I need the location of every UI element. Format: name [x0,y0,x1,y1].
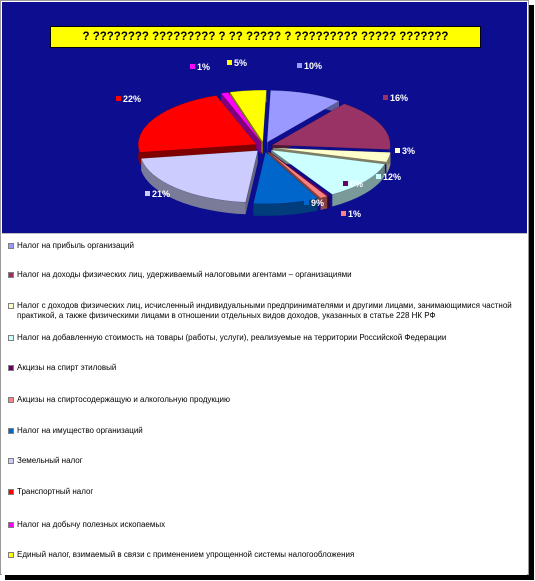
data-label: 21% [152,189,171,199]
legend-swatch [8,397,14,403]
data-label: 9% [311,198,325,208]
data-label: 5% [234,58,248,68]
legend-swatch [8,489,14,495]
legend [2,233,527,575]
legend-label: Налог на добычу полезных ископаемых [17,520,166,529]
data-label-marker [395,148,400,153]
legend-label: Налог на имущество организаций [17,426,143,435]
legend-label: Налог на добавленную стоимость на товары (работы, услуги), реализуемые на территории Российской Федерации [17,333,447,342]
legend-swatch [8,428,14,434]
legend-label: Земельный налог [17,456,83,465]
data-label: 12% [383,172,402,182]
legend-swatch [8,365,14,371]
legend-label: Налог на прибыль организаций [17,241,134,250]
data-label: 22% [123,94,142,104]
data-label-marker [190,64,195,69]
chart-title: ? ???????? ????????? ? ?? ????? ? ????????? ????? ??????? [50,26,481,48]
legend-swatch [8,458,14,464]
data-label-marker [376,174,381,179]
legend-label: Налог с доходов физических лиц, исчисленный индивидуальными предпринимателями и другими лицами, занимающимися частной практикой, а также физическими лицами в отношении отдельных видов доходов, указанных в статье 228 НК РФ [17,301,512,320]
data-label: 16% [390,93,409,103]
data-label-marker [304,200,309,205]
legend-swatch [8,522,14,528]
pie-chart [2,2,527,233]
data-label-marker [145,191,150,196]
legend-label: Акцизы на спирт этиловый [17,363,117,372]
data-label-marker [343,181,348,186]
legend-swatch [8,303,14,309]
legend-label: Транспортный налог [17,487,94,496]
legend-swatch [8,243,14,249]
legend-swatch [8,552,14,558]
data-label: 10% [304,61,323,71]
chart-plot-area [2,2,527,233]
data-label-marker [341,211,346,216]
data-label: 1% [197,62,211,72]
data-label-marker [227,60,232,65]
legend-swatch [8,335,14,341]
legend-swatch [8,272,14,278]
legend-label: Налог на доходы физических лиц, удерживаемый налоговыми агентами – организациями [17,270,352,279]
data-label-marker [116,96,121,101]
data-label-marker [297,63,302,68]
data-label: 0% [350,179,364,189]
data-label-marker [383,95,388,100]
data-label: 1% [348,209,362,219]
data-label: 3% [402,146,416,156]
legend-label: Единый налог, взимаемый в связи с применением упрощенной системы налогообложения [17,550,355,559]
legend-label: Акцизы на спиртосодержащую и алкогольную продукцию [17,395,230,404]
